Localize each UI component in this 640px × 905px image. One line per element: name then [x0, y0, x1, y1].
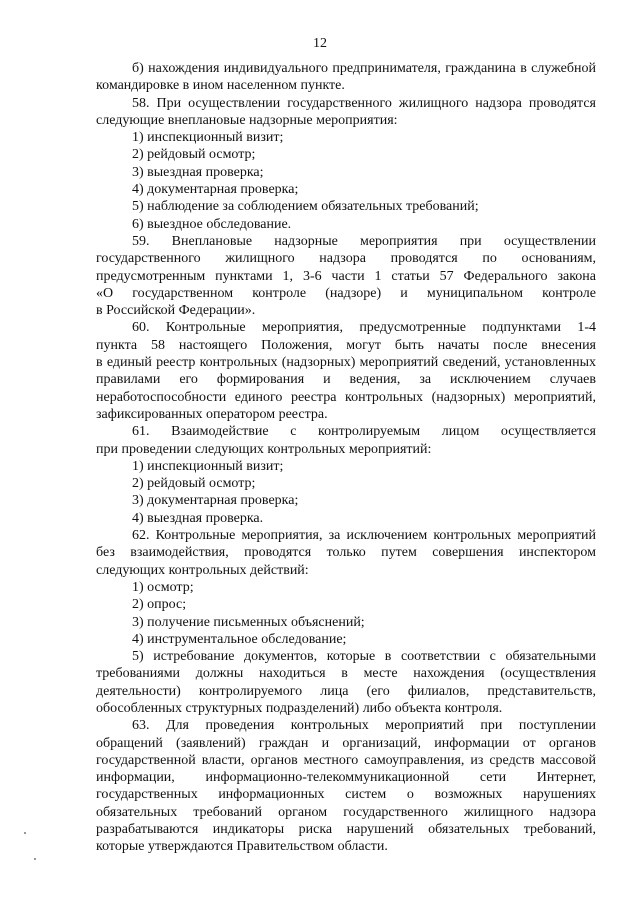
scan-speck	[24, 832, 26, 834]
text-line: 4) инструментальное обследование;	[132, 631, 347, 647]
text-line: информации, информационно-телекоммуникационной сети Интернет,	[96, 770, 596, 786]
text-line: обязательных требований органом государственного жилищного надзора	[96, 804, 596, 820]
text-line: 3) выездная проверка;	[132, 164, 264, 180]
text-line: 5) истребование документов, которые в соответствии с обязательными	[132, 649, 596, 665]
text-line: обособленных структурных подразделений) либо объекта контроля.	[96, 700, 503, 716]
text-line: 1) осмотр;	[132, 579, 194, 595]
text-line: без взаимодействия, проводятся только путем совершения инспектором	[96, 545, 596, 561]
text-line: 4) документарная проверка;	[132, 182, 299, 198]
text-line: которые утверждаются Правительством области.	[96, 839, 388, 855]
text-line: 61. Взаимодействие с контролируемым лицом осуществляется	[132, 424, 596, 440]
page-number: 12	[313, 36, 327, 51]
text-line: 6) выездное обследование.	[132, 216, 292, 232]
text-line: следующих контрольных действий:	[96, 562, 309, 578]
text-line: 2) рейдовый осмотр;	[132, 147, 256, 163]
text-line: 58. При осуществлении государственного жилищного надзора проводятся	[132, 95, 596, 111]
text-line: в единый реестр контрольных (надзорных) мероприятий сведений, установленных	[96, 355, 596, 371]
text-line: 2) рейдовый осмотр;	[132, 476, 256, 492]
text-line: при проведении следующих контрольных мероприятий:	[96, 441, 432, 457]
text-line: государственного жилищного надзора проводятся по основаниям,	[96, 251, 596, 267]
text-line: государственной власти, органов местного самоуправления, из средств массовой	[96, 752, 596, 768]
text-line: 5) наблюдение за соблюдением обязательных требований;	[132, 199, 479, 215]
text-line: правилами его формирования и ведения, за исключением случаев	[96, 372, 596, 388]
text-line: 3) документарная проверка;	[132, 493, 299, 509]
text-line: командировке в ином населенном пункте.	[96, 78, 345, 94]
text-line: 63. Для проведения контрольных мероприятий при поступлении	[132, 718, 596, 734]
document-body	[96, 60, 596, 856]
text-line: в Российской Федерации».	[96, 303, 256, 319]
text-line: 2) опрос;	[132, 597, 187, 613]
text-line: неработоспособности единого реестра контрольных (надзорных) мероприятий,	[96, 389, 596, 405]
text-line: пункта 58 настоящего Положения, могут быть начаты после внесения	[96, 337, 596, 353]
text-line: требованиями должны находиться в месте нахождения (осуществления	[96, 666, 596, 682]
text-line: 59. Внеплановые надзорные мероприятия при осуществлении	[132, 233, 596, 249]
text-line: б) нахождения индивидуального предпринимателя, гражданина в служебной	[132, 61, 596, 76]
text-line: «О государственном контроле (надзоре) и муниципальном контроле	[96, 285, 596, 301]
text-line: 62. Контрольные мероприятия, за исключением контрольных мероприятий	[132, 528, 596, 544]
text-line: предусмотренным пунктами 1, 3-6 части 1 статьи 57 Федерального закона	[96, 268, 596, 284]
text-line: 3) получение письменных объяснений;	[132, 614, 365, 630]
text-line: обращений (заявлений) граждан и организаций, информации от органов	[96, 735, 596, 751]
text-line: разрабатываются индикаторы риска нарушений обязательных требований,	[96, 822, 596, 838]
text-line: 4) выездная проверка.	[132, 510, 264, 526]
text-line: 1) инспекционный визит;	[132, 458, 284, 474]
text-line: зафиксированных оператором реестра.	[96, 406, 328, 422]
text-line: 1) инспекционный визит;	[132, 130, 284, 146]
text-line: деятельности) контролируемого лица (его филиалов, представительств,	[96, 683, 596, 699]
text-line: 60. Контрольные мероприятия, предусмотренные подпунктами 1-4	[132, 320, 596, 336]
text-line: следующие внеплановые надзорные мероприятия:	[96, 112, 398, 128]
scan-speck	[34, 858, 36, 860]
text-line: государственных информационных систем о возможных нарушениях	[96, 787, 596, 803]
